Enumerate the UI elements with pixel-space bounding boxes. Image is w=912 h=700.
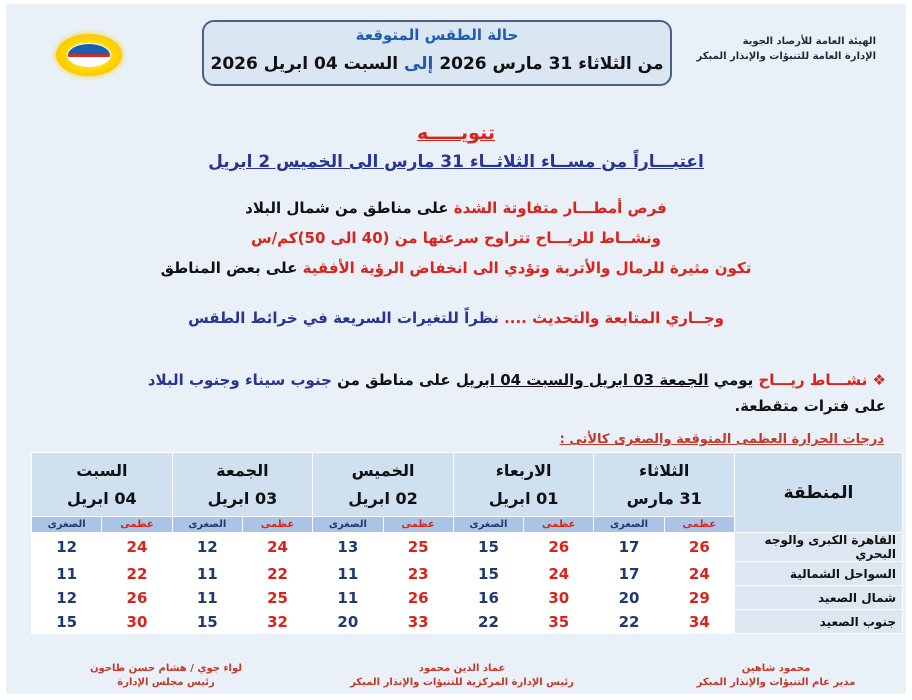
day-name: السبت: [76, 460, 128, 480]
table-row: [32, 562, 903, 586]
day-header: [32, 453, 173, 517]
min-temp: 11: [172, 562, 242, 586]
notice-subtitle: اعتبـــاراً من مســاء الثلاثــاء 31 مارس الى الخميس 2 ابريل: [208, 152, 704, 172]
max-temp: 24: [524, 562, 594, 586]
table-row: [32, 533, 903, 562]
max-temp: 24: [102, 533, 172, 562]
day-header: [313, 453, 454, 517]
max-temp: 24: [664, 562, 734, 586]
min-temp: 16: [453, 586, 523, 610]
max-temp: 32: [242, 610, 312, 634]
winds-days-prefix: يومي: [713, 371, 754, 389]
min-label: الصغرى: [32, 517, 102, 533]
period-to: إلى: [403, 54, 434, 74]
signatory-name: محمود شاهين: [741, 663, 811, 674]
logo-emblem: [67, 43, 111, 67]
min-temp: 15: [453, 533, 523, 562]
max-temp: 22: [102, 562, 172, 586]
org-department: الإدارة العامة للتنبؤات والإنذار المبكر: [696, 51, 876, 62]
max-temp: 26: [102, 586, 172, 610]
min-temp: 11: [313, 562, 383, 586]
region-name: السواحل الشمالية: [735, 562, 903, 586]
forecast-period: [204, 54, 670, 74]
table-row: [32, 586, 903, 610]
signatory-name: عماد الدين محمود: [418, 663, 506, 674]
max-temp: 22: [242, 562, 312, 586]
min-temp: 20: [313, 610, 383, 634]
max-label: عظمى: [383, 517, 453, 533]
max-label: عظمى: [102, 517, 172, 533]
title-box: [202, 20, 672, 86]
signatory-role: رئيس مجلس الإدارة: [117, 677, 215, 688]
wind-speed-text: ونشــاط للريـــاح تتراوح سرعتها من (40 الى 50)كم/س: [250, 229, 661, 247]
day-date: 03 ابريل: [207, 488, 278, 508]
max-temp: 26: [383, 586, 453, 610]
day-date: 04 ابريل: [67, 488, 137, 508]
winds-paragraph: [26, 367, 886, 419]
day-date: 02 ابريل: [348, 488, 418, 508]
max-temp: 26: [664, 533, 734, 562]
org-name: الهيئة العامة للأرصاد الجوية: [742, 36, 876, 47]
signatory-role: رئيس الإدارة المركزية للتنبؤات والإنذار المبكر: [350, 677, 574, 688]
rain-area: على مناطق من شمال البلاد: [245, 199, 449, 217]
min-temp: 12: [172, 533, 242, 562]
min-temp: 15: [453, 562, 523, 586]
day-header: [453, 453, 594, 517]
followup-text: وجــاري المتابعة والتحديث ....: [504, 309, 724, 327]
max-temp: 24: [242, 533, 312, 562]
max-label: عظمى: [524, 517, 594, 533]
signatory-name: لواء جوي / هشام حسن طاحون: [89, 663, 243, 674]
dust-text: تكون مثيرة للرمال والأتربة وتؤدي الى انخفاض الرؤية الأفقية: [302, 259, 752, 277]
min-temp: 11: [172, 586, 242, 610]
day-name: الاربعاء: [495, 460, 552, 480]
notice-line-followup: [6, 309, 906, 327]
winds-tail: على فترات متقطعة.: [734, 397, 886, 415]
period-end: السبت 04 ابريل 2026: [210, 54, 399, 74]
min-temp: 15: [32, 610, 102, 634]
max-label: عظمى: [664, 517, 734, 533]
notice-line-wind: [6, 229, 906, 247]
day-name: الجمعة: [216, 460, 269, 480]
max-temp: 29: [664, 586, 734, 610]
max-temp: 25: [383, 533, 453, 562]
max-temp: 35: [524, 610, 594, 634]
signatory-role: مدير عام التنبؤات والإنذار المبكر: [696, 677, 856, 688]
min-label: الصغرى: [313, 517, 383, 533]
organization-block: [676, 34, 876, 64]
day-header: [172, 453, 313, 517]
min-temp: 22: [594, 610, 664, 634]
winds-days: الجمعة 03 ابريل والسبت 04 ابريل: [455, 371, 709, 389]
max-temp: 30: [102, 610, 172, 634]
min-temp: 22: [453, 610, 523, 634]
period-start: من الثلاثاء 31 مارس 2026: [439, 54, 664, 74]
meteorological-authority-logo-icon: [56, 34, 122, 76]
max-temp: 33: [383, 610, 453, 634]
diamond-bullet-icon: ❖: [872, 371, 886, 389]
table-row: [32, 610, 903, 634]
day-name: الثلاثاء: [639, 460, 690, 480]
winds-activity: نشـــاط ريـــاح: [758, 371, 868, 389]
signature-board-chairman: [46, 662, 286, 690]
min-temp: 13: [313, 533, 383, 562]
temperature-table: [31, 452, 903, 634]
followup-reason: نظراً للتغيرات السريعة في خرائط الطقس: [188, 309, 499, 327]
min-temp: 17: [594, 533, 664, 562]
max-temp: 34: [664, 610, 734, 634]
temperatures-caption: درجات الحرارة العظمى المتوقعة والصغرى كالأتى :: [559, 432, 884, 447]
min-temp: 15: [172, 610, 242, 634]
region-name: القاهرة الكبرى والوجه البحري: [735, 533, 903, 562]
min-temp: 17: [594, 562, 664, 586]
day-name: الخميس: [351, 460, 415, 480]
day-date: 31 مارس: [626, 488, 702, 508]
region-name: جنوب الصعيد: [735, 610, 903, 634]
signature-central-director: [342, 662, 582, 690]
min-temp: 11: [313, 586, 383, 610]
notice-line-dust: [6, 259, 906, 277]
notice-title: تنويـــــه: [417, 122, 495, 144]
max-temp: 25: [242, 586, 312, 610]
min-label: الصغرى: [594, 517, 664, 533]
max-temp: 23: [383, 562, 453, 586]
min-temp: 12: [32, 533, 102, 562]
max-temp: 30: [524, 586, 594, 610]
day-header: [594, 453, 735, 517]
max-temp: 26: [524, 533, 594, 562]
winds-areas-prefix: على مناطق من: [337, 371, 451, 389]
min-temp: 12: [32, 586, 102, 610]
bulletin-sheet: [6, 4, 906, 694]
min-label: الصغرى: [453, 517, 523, 533]
signature-forecast-director: [656, 662, 896, 690]
notice-line-rain: [6, 199, 906, 217]
day-date: 01 ابريل: [488, 488, 559, 508]
dust-area: على بعض المناطق: [160, 259, 298, 277]
region-header: المنطقة: [735, 453, 903, 533]
region-name: شمال الصعيد: [735, 586, 903, 610]
min-label: الصغرى: [172, 517, 242, 533]
min-temp: 11: [32, 562, 102, 586]
max-label: عظمى: [242, 517, 312, 533]
page-title: حالة الطقس المتوقعة: [355, 26, 519, 44]
min-temp: 20: [594, 586, 664, 610]
rain-text: فرص أمطـــار متفاوتة الشدة: [453, 199, 667, 217]
winds-areas: جنوب سيناء وجنوب البلاد: [147, 371, 332, 389]
